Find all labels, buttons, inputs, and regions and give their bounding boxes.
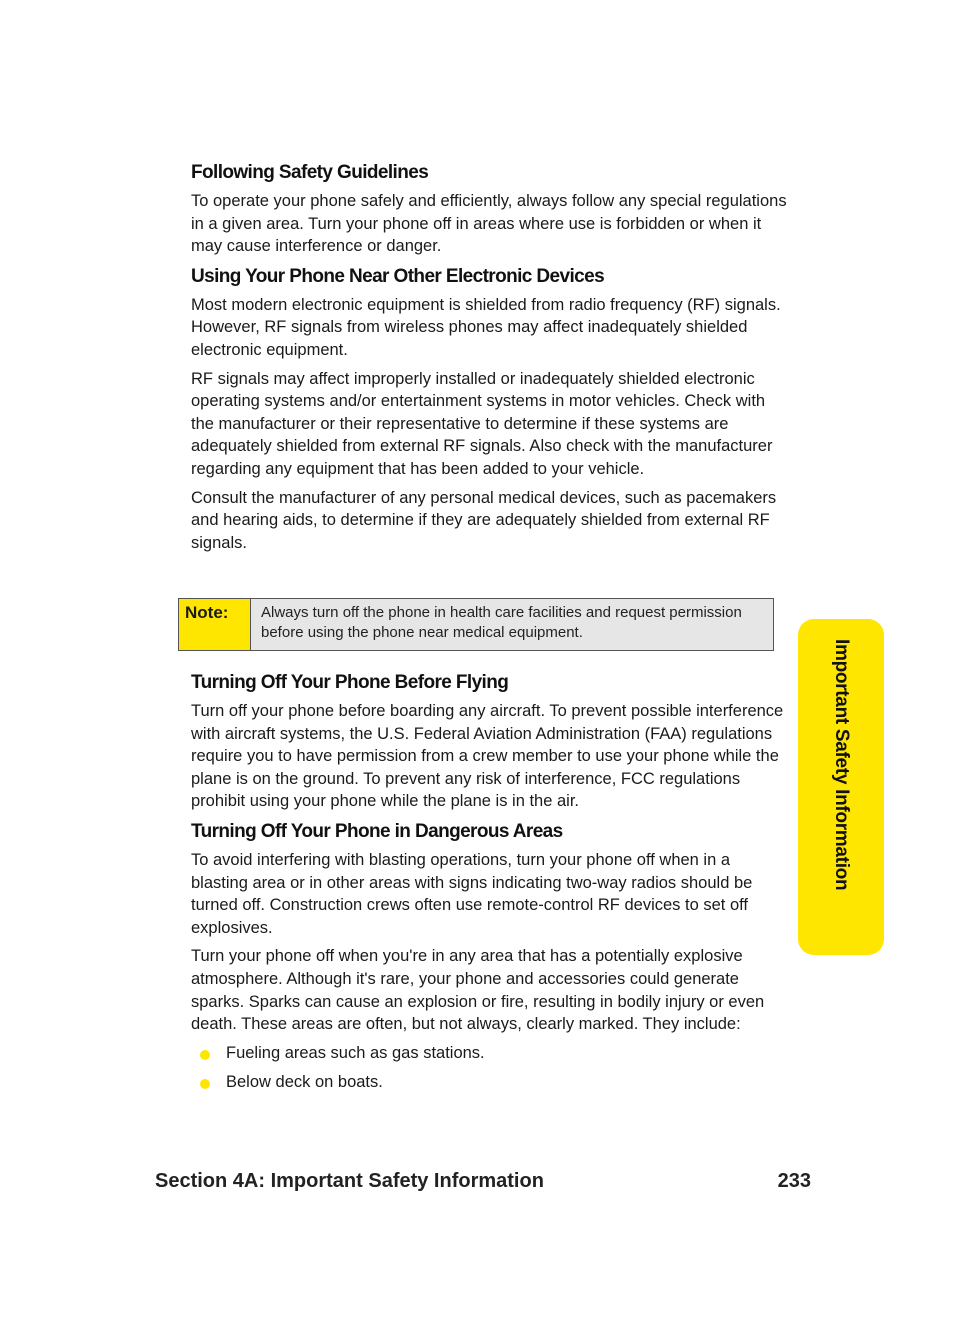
page-number: 233 [777, 1170, 811, 1192]
paragraph: To avoid interfering with blasting operations, turn your phone off when in a blasting area or in other areas with signs indicating two-way radios should be turned off. Construction crews often use remote-control RF devices to set off explosives. [191, 850, 753, 937]
list-item [191, 1042, 791, 1064]
side-section-tab [798, 619, 884, 955]
section-heading: Turning Off Your Phone Before Flying [191, 672, 509, 693]
section-before-flying [191, 670, 791, 813]
lower-content [191, 670, 791, 1100]
list-item-text: Below deck on boats. [226, 1072, 383, 1091]
bullet-icon [200, 1050, 210, 1060]
note-text: Always turn off the phone in health care facilities and request permission before using the phone near medical equipment. [251, 599, 773, 650]
list-item [191, 1071, 791, 1093]
paragraph: Turn off your phone before boarding any aircraft. To prevent possible interference with aircraft systems, the U.S. Federal Aviation Administration (FAA) regulations require you to have permission from a crew member to use your phone while the plane is on the ground. To prevent any risk of interference, FCC regulations prohibit using your phone while the plane is in the air. [191, 702, 784, 811]
section-safety-guidelines [191, 160, 791, 258]
upper-content [191, 160, 791, 560]
side-tab-label: Important Safety Information [831, 639, 852, 891]
paragraph: Consult the manufacturer of any personal medical devices, such as pacemakers and hearing aids, to determine if they are adequately shielded from external RF signals. [191, 488, 777, 552]
note-label: Note: [179, 599, 251, 650]
bullet-icon [200, 1079, 210, 1089]
paragraph: To operate your phone safely and efficiently, always follow any special regulations in a given area. Turn your phone off in areas where use is forbidden or when it may cause interference or danger. [191, 192, 787, 256]
footer-section-label: Section 4A: Important Safety Information [155, 1170, 544, 1192]
paragraph: Most modern electronic equipment is shielded from radio frequency (RF) signals. However, RF signals from wireless phones may affect inadequately shielded electronic equipment. [191, 295, 781, 359]
paragraph: RF signals may affect improperly installed or inadequately shielded electronic operating systems and/or entertainment systems in motor vehicles. Check with the manufacturer or their representative to determine if these systems are adequately shielded from external RF signals. Also check with the manufacturer regarding any equipment that has been added to your vehicle. [191, 369, 773, 478]
paragraph: Turn your phone off when you're in any area that has a potentially explosive atmosphere. Although it's rare, your phone and accessories could generate sparks. Sparks can cause an explosion or fire, resulting in bodily injury or even death. These areas are often, but not always, clearly marked. They include: [191, 947, 765, 1034]
section-heading: Following Safety Guidelines [191, 162, 429, 183]
note-box [178, 598, 774, 651]
section-dangerous-areas [191, 819, 791, 1093]
page-footer [155, 1170, 811, 1193]
list-item-text: Fueling areas such as gas stations. [226, 1043, 485, 1062]
bullet-list [191, 1042, 791, 1093]
section-heading: Using Your Phone Near Other Electronic Devices [191, 265, 605, 287]
section-heading: Turning Off Your Phone in Dangerous Areas [191, 820, 563, 842]
section-electronic-devices [191, 264, 791, 555]
